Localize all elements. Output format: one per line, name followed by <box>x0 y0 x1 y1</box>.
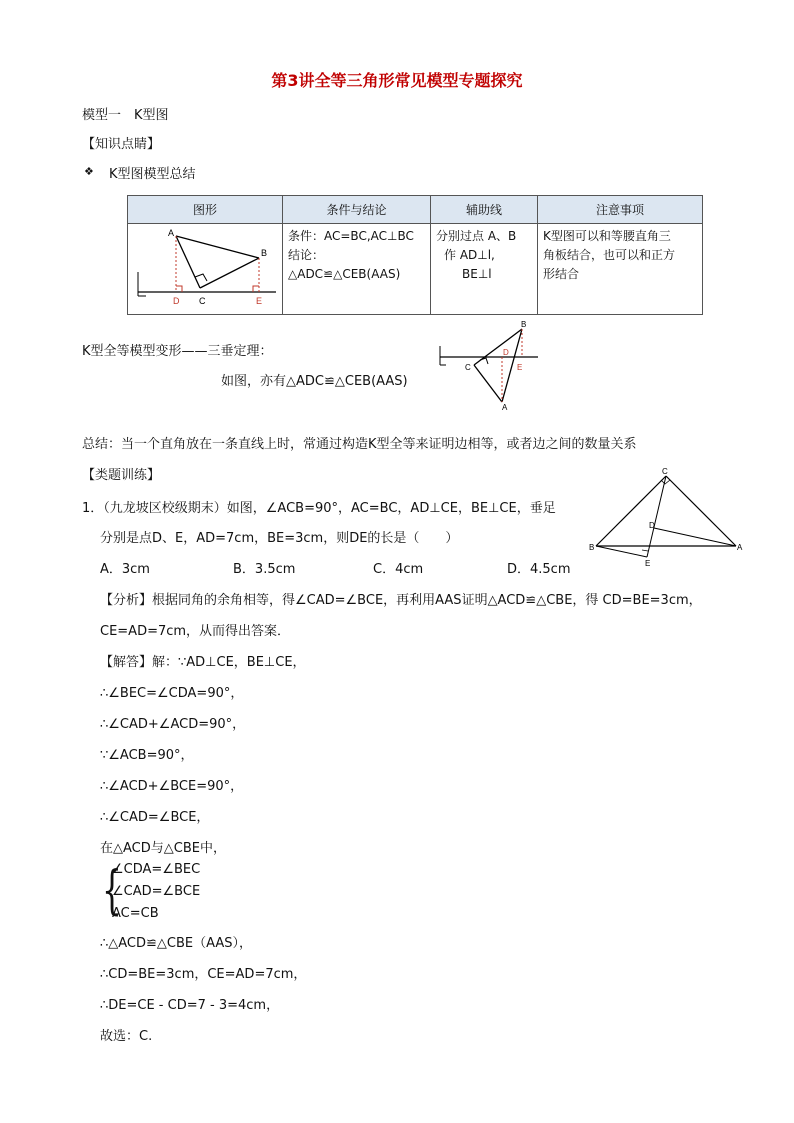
table-header-condition: 条件与结论 <box>283 196 431 224</box>
option-d: D．4.5cm <box>507 562 571 577</box>
problem-line-1: 1．（九龙坡区校级期末）如图，∠ACB=90°，AC=BC，AD⊥CE，BE⊥CE，垂足 <box>82 501 556 516</box>
three-perpendicular-figure <box>436 316 546 412</box>
solution-after-4: 故选：C. <box>100 1029 153 1044</box>
variant-label-d: D <box>503 348 509 357</box>
notes-line-1: K型图可以和等腰直角三 <box>543 229 671 243</box>
table-header-notes: 注意事项 <box>538 196 703 224</box>
variant-text: 如图，亦有△ADC≌△CEB(AAS) <box>221 374 408 389</box>
problem-label-e: E <box>645 559 651 568</box>
summary-table <box>127 195 703 315</box>
option-c: C．4cm <box>373 562 424 577</box>
auxiliary-line-1: 分别过点 A、B <box>436 229 517 243</box>
solution-line-5: ∴∠ACD+∠BCE=90°， <box>100 779 244 794</box>
condition-line-1: 条件：AC=BC,AC⊥BC <box>288 229 414 243</box>
practice-heading: 【类题训练】 <box>82 468 161 483</box>
table-header-figure: 图形 <box>128 196 283 224</box>
problem-label-d: D <box>649 521 655 530</box>
solution-after-3: ∴DE=CE - CD=7 - 3=4cm， <box>100 998 280 1013</box>
auxiliary-line-3: BE⊥l <box>462 267 492 281</box>
problem-line-2: 分别是点D、E，AD=7cm，BE=3cm，则DE的长是（ ） <box>100 531 459 546</box>
solution-after-2: ∴CD=BE=3cm，CE=AD=7cm， <box>100 967 307 982</box>
variant-label-c: C <box>465 363 471 372</box>
option-b: B．3.5cm <box>233 562 296 577</box>
solution-line-7: 在△ACD与△CBE中， <box>100 841 226 856</box>
system-line-1: ∠CDA=∠BEC <box>112 862 201 877</box>
solution-after-1: ∴△ACD≌△CBE（AAS）， <box>100 936 253 951</box>
solution-line-6: ∴∠CAD=∠BCE， <box>100 810 210 825</box>
fig-label-b: B <box>261 248 268 258</box>
problem-figure <box>586 466 746 570</box>
model-heading: 模型一 K型图 <box>82 108 169 123</box>
condition-line-3: △ADC≌△CEB(AAS) <box>288 267 401 281</box>
problem-label-a: A <box>737 543 743 552</box>
conclusion-text: 总结：当一个直角放在一条直线上时，常通过构造K型全等来证明边相等，或者边之间的数量关系 <box>82 437 637 452</box>
fig-label-a: A <box>168 228 175 238</box>
system-line-2: ∠CAD=∠BCE <box>112 884 201 899</box>
summary-heading: K型图模型总结 <box>109 167 196 182</box>
condition-line-2: 结论： <box>288 248 325 262</box>
fig-label-d: D <box>173 296 180 306</box>
variant-label-b: B <box>521 320 527 329</box>
system-brace: { <box>102 861 122 921</box>
table-cell-auxiliary <box>431 224 538 315</box>
solution-line-1: 【解答】解：∵AD⊥CE，BE⊥CE， <box>100 655 306 670</box>
variant-title: K型全等模型变形——三垂定理： <box>82 344 273 359</box>
knowledge-heading: 【知识点睛】 <box>82 137 161 152</box>
problem-label-c: C <box>662 467 668 476</box>
notes-line-3: 形结合 <box>543 267 580 281</box>
k-model-figure <box>128 224 282 308</box>
fig-label-c: C <box>199 296 206 306</box>
notes-line-2: 角板结合，也可以和正方 <box>543 248 676 262</box>
solution-line-4: ∵∠ACB=90°， <box>100 748 194 763</box>
table-cell-figure <box>128 224 283 315</box>
auxiliary-line-2: 作 AD⊥l, <box>444 248 495 262</box>
variant-label-e: E <box>517 363 523 372</box>
system-line-3: AC=CB <box>112 906 159 921</box>
table-header-auxiliary: 辅助线 <box>431 196 538 224</box>
problem-label-b: B <box>589 543 595 552</box>
table-cell-condition <box>283 224 431 315</box>
solution-line-2: ∴∠BEC=∠CDA=90°， <box>100 686 244 701</box>
option-a: A．3cm <box>100 562 150 577</box>
table-cell-notes <box>538 224 703 315</box>
bullet-icon: ❖ <box>84 165 94 178</box>
variant-label-a: A <box>502 403 508 412</box>
analysis-line-1: 【分析】根据同角的余角相等，得∠CAD=∠BCE，再利用AAS证明△ACD≌△CBE，得 CD=BE=3cm， <box>100 593 702 608</box>
fig-label-e: E <box>256 296 263 306</box>
page-title: 第3讲全等三角形常见模型专题探究 <box>271 71 523 90</box>
analysis-line-2: CE=AD=7cm，从而得出答案． <box>100 624 291 639</box>
solution-line-3: ∴∠CAD+∠ACD=90°， <box>100 717 246 732</box>
